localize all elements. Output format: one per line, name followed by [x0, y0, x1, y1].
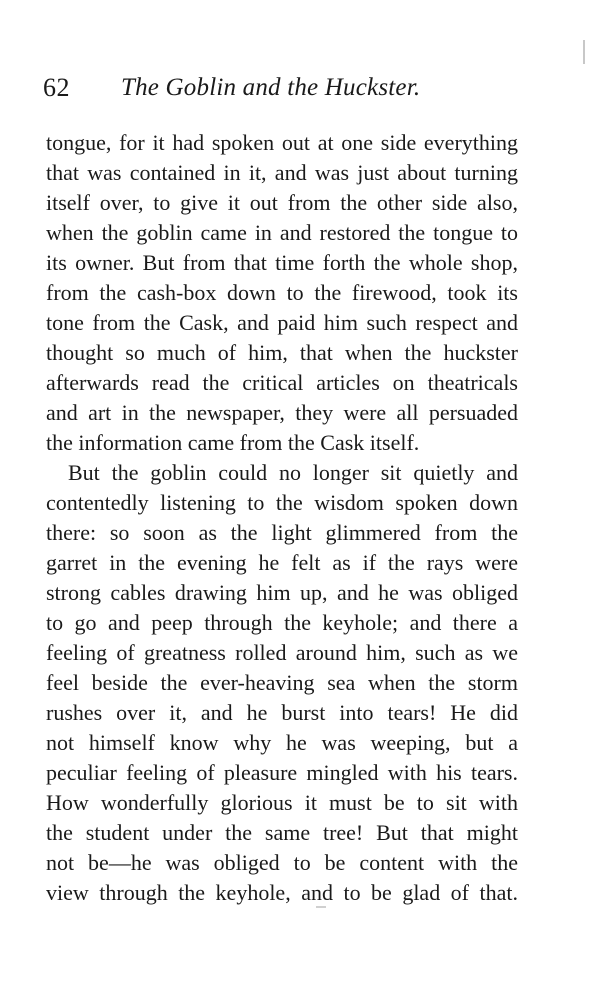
text-line: when the goblin came in and restored the tongue to	[46, 220, 518, 245]
text-line: not himself know why he was weeping, but a	[46, 730, 518, 755]
text-line: to go and peep through the keyhole; and there a	[46, 610, 518, 635]
body-text	[46, 128, 518, 908]
text-line: contentedly listening to the wisdom spoken down	[46, 490, 518, 515]
text-line: How wonderfully glorious it must be to sit with	[46, 790, 518, 815]
text-line: feeling of greatness rolled around him, such as we	[46, 640, 518, 665]
text-line: view through the keyhole, and to be glad of that.	[46, 880, 518, 905]
text-line: itself over, to give it out from the other side also,	[46, 190, 518, 215]
page-number: 62	[43, 73, 70, 102]
text-line: strong cables drawing him up, and he was obliged	[46, 580, 518, 605]
running-head	[43, 70, 523, 106]
text-line: tongue, for it had spoken out at one side everything	[46, 130, 518, 155]
text-line: peculiar feeling of pleasure mingled with his tears.	[46, 760, 518, 785]
text-line: there: so soon as the light glimmered from the	[46, 520, 518, 545]
text-line: feel beside the ever-heaving sea when the storm	[46, 670, 518, 695]
text-line: garret in the evening he felt as if the rays were	[46, 550, 518, 575]
scan-edge-mark	[583, 40, 585, 64]
text-line: the student under the same tree! But that might	[46, 820, 518, 845]
text-line: from the cash-box down to the firewood, took its	[46, 280, 518, 305]
print-speck	[316, 906, 326, 908]
text-line: that was contained in it, and was just about turning	[46, 160, 518, 185]
text-line: rushes over it, and he burst into tears! He did	[46, 700, 518, 725]
text-line: tone from the Cask, and paid him such respect and	[46, 310, 518, 335]
text-line: the information came from the Cask itself.	[46, 430, 420, 455]
text-line: But the goblin could no longer sit quietly and	[68, 460, 518, 485]
text-line: thought so much of him, that when the huckster	[46, 340, 518, 365]
running-title: The Goblin and the Huckster.	[121, 74, 421, 101]
text-line: afterwards read the critical articles on theatricals	[46, 370, 518, 395]
text-line: and art in the newspaper, they were all persuaded	[46, 400, 518, 425]
text-line: its owner. But from that time forth the whole shop,	[46, 250, 518, 275]
text-line: not be—he was obliged to be content with the	[46, 850, 518, 875]
